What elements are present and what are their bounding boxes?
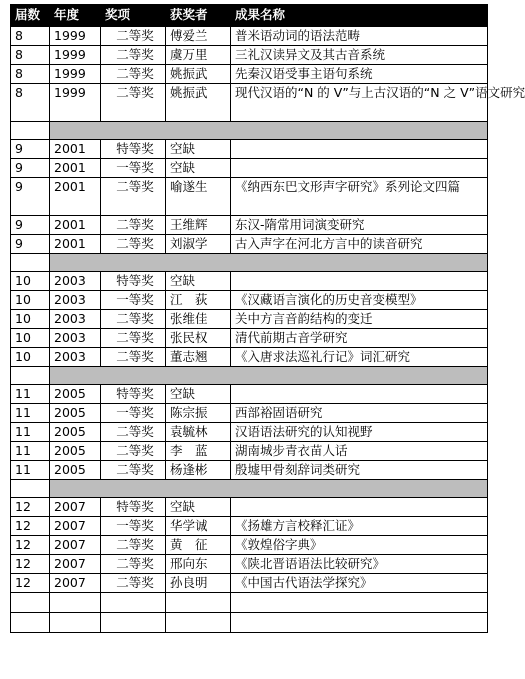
table-row <box>11 517 488 536</box>
cell-winner: 杨逢彬 <box>166 461 231 480</box>
empty-cell <box>231 593 488 613</box>
cell-award: 二等奖 <box>101 574 166 593</box>
cell-term: 10 <box>11 310 50 329</box>
cell-term: 8 <box>11 46 50 65</box>
cell-year: 2007 <box>50 555 101 574</box>
table-row <box>11 461 488 480</box>
table-row <box>11 310 488 329</box>
cell-year: 2005 <box>50 461 101 480</box>
cell-term: 8 <box>11 84 50 122</box>
table-row <box>11 574 488 593</box>
header-award: 奖项 <box>101 5 166 27</box>
empty-cell <box>101 613 166 633</box>
header-title: 成果名称 <box>231 5 488 27</box>
cell-term: 11 <box>11 423 50 442</box>
table-row <box>11 27 488 46</box>
cell-term: 12 <box>11 498 50 517</box>
cell-title: 古入声字在河北方言中的读音研究 <box>231 235 488 254</box>
cell-winner: 张民权 <box>166 329 231 348</box>
table-row <box>11 235 488 254</box>
empty-cell <box>50 613 101 633</box>
cell-year: 2001 <box>50 235 101 254</box>
empty-cell <box>50 593 101 613</box>
table-row <box>11 65 488 84</box>
cell-award: 二等奖 <box>101 310 166 329</box>
cell-title: 《陕北晋语语法比较研究》 <box>231 555 488 574</box>
cell-year: 2007 <box>50 517 101 536</box>
cell-title: 西部裕固语研究 <box>231 404 488 423</box>
cell-winner: 黄 征 <box>166 536 231 555</box>
table-row <box>11 423 488 442</box>
table-row <box>11 385 488 404</box>
cell-award: 二等奖 <box>101 27 166 46</box>
cell-award: 特等奖 <box>101 498 166 517</box>
empty-row <box>11 613 488 633</box>
cell-year: 2003 <box>50 310 101 329</box>
empty-row <box>11 593 488 613</box>
cell-winner: 空缺 <box>166 159 231 178</box>
table-row <box>11 291 488 310</box>
separator-blank-cell <box>11 122 50 140</box>
table-row <box>11 404 488 423</box>
cell-winner: 空缺 <box>166 140 231 159</box>
separator-bar <box>50 122 488 140</box>
cell-term: 11 <box>11 404 50 423</box>
cell-term: 10 <box>11 272 50 291</box>
table-row <box>11 84 488 122</box>
table-row <box>11 272 488 291</box>
cell-award: 二等奖 <box>101 442 166 461</box>
cell-term: 8 <box>11 27 50 46</box>
award-table <box>10 4 525 633</box>
cell-title: 现代汉语的“N 的 V”与上古汉语的“N 之 V”语文研究 <box>231 84 488 122</box>
cell-winner: 姚振武 <box>166 65 231 84</box>
cell-winner: 姚振武 <box>166 84 231 122</box>
table-row <box>11 498 488 517</box>
cell-winner: 邢向东 <box>166 555 231 574</box>
cell-title: 汉语语法研究的认知视野 <box>231 423 488 442</box>
cell-year: 2005 <box>50 385 101 404</box>
cell-term: 12 <box>11 517 50 536</box>
table-row <box>11 348 488 367</box>
cell-award: 二等奖 <box>101 235 166 254</box>
separator-row <box>11 254 488 272</box>
cell-term: 9 <box>11 140 50 159</box>
table-row <box>11 46 488 65</box>
cell-award: 二等奖 <box>101 65 166 84</box>
cell-term: 11 <box>11 442 50 461</box>
header-term: 届数 <box>11 5 50 27</box>
cell-year: 1999 <box>50 84 101 122</box>
separator-row <box>11 367 488 385</box>
cell-term: 11 <box>11 461 50 480</box>
cell-title: 关中方言音韵结构的变迁 <box>231 310 488 329</box>
cell-year: 1999 <box>50 65 101 84</box>
cell-title: 清代前期古音学研究 <box>231 329 488 348</box>
header-winner: 获奖者 <box>166 5 231 27</box>
cell-award: 一等奖 <box>101 404 166 423</box>
cell-term: 12 <box>11 536 50 555</box>
cell-award: 二等奖 <box>101 423 166 442</box>
cell-title <box>231 272 488 291</box>
cell-title: 先秦汉语受事主语句系统 <box>231 65 488 84</box>
cell-year: 2001 <box>50 140 101 159</box>
cell-year: 2005 <box>50 404 101 423</box>
table-row <box>11 329 488 348</box>
table-row <box>11 159 488 178</box>
empty-cell <box>166 613 231 633</box>
cell-award: 二等奖 <box>101 536 166 555</box>
cell-term: 12 <box>11 574 50 593</box>
cell-title <box>231 159 488 178</box>
cell-award: 二等奖 <box>101 329 166 348</box>
cell-title: 《敦煌俗字典》 <box>231 536 488 555</box>
cell-award: 一等奖 <box>101 291 166 310</box>
cell-term: 9 <box>11 235 50 254</box>
cell-winner: 张维佳 <box>166 310 231 329</box>
cell-winner: 王维辉 <box>166 216 231 235</box>
separator-bar <box>50 480 488 498</box>
cell-year: 2001 <box>50 216 101 235</box>
cell-year: 1999 <box>50 27 101 46</box>
cell-year: 2007 <box>50 574 101 593</box>
cell-year: 2005 <box>50 442 101 461</box>
cell-award: 二等奖 <box>101 555 166 574</box>
cell-title <box>231 140 488 159</box>
cell-year: 2003 <box>50 348 101 367</box>
cell-title: 《扬雄方言校释汇证》 <box>231 517 488 536</box>
cell-award: 二等奖 <box>101 348 166 367</box>
header-year: 年度 <box>50 5 101 27</box>
separator-blank-cell <box>11 254 50 272</box>
cell-term: 10 <box>11 291 50 310</box>
cell-title: 《纳西东巴文形声字研究》系列论文四篇 <box>231 178 488 216</box>
cell-award: 二等奖 <box>101 178 166 216</box>
cell-title <box>231 385 488 404</box>
cell-winner: 空缺 <box>166 385 231 404</box>
separator-blank-cell <box>11 480 50 498</box>
cell-award: 一等奖 <box>101 159 166 178</box>
cell-year: 2005 <box>50 423 101 442</box>
table-row <box>11 442 488 461</box>
separator-bar <box>50 367 488 385</box>
cell-winner: 喻遂生 <box>166 178 231 216</box>
cell-winner: 傅爱兰 <box>166 27 231 46</box>
cell-winner: 孙良明 <box>166 574 231 593</box>
cell-term: 9 <box>11 216 50 235</box>
cell-winner: 华学诚 <box>166 517 231 536</box>
empty-cell <box>11 613 50 633</box>
cell-year: 2001 <box>50 178 101 216</box>
cell-award: 二等奖 <box>101 84 166 122</box>
cell-title <box>231 498 488 517</box>
cell-award: 特等奖 <box>101 272 166 291</box>
separator-row <box>11 122 488 140</box>
cell-term: 8 <box>11 65 50 84</box>
cell-year: 2007 <box>50 498 101 517</box>
cell-winner: 江 荻 <box>166 291 231 310</box>
cell-winner: 虞万里 <box>166 46 231 65</box>
cell-title: 《入唐求法巡礼行记》词汇研究 <box>231 348 488 367</box>
cell-winner: 空缺 <box>166 498 231 517</box>
cell-title: 三礼汉读异文及其古音系统 <box>231 46 488 65</box>
cell-year: 2001 <box>50 159 101 178</box>
cell-winner: 李 蓝 <box>166 442 231 461</box>
cell-winner: 董志翘 <box>166 348 231 367</box>
table-row <box>11 555 488 574</box>
cell-year: 2003 <box>50 329 101 348</box>
cell-term: 11 <box>11 385 50 404</box>
empty-cell <box>101 593 166 613</box>
cell-title: 殷墟甲骨刻辞词类研究 <box>231 461 488 480</box>
cell-winner: 空缺 <box>166 272 231 291</box>
empty-cell <box>11 593 50 613</box>
cell-title: 《汉藏语言演化的历史音变模型》 <box>231 291 488 310</box>
table-row <box>11 178 488 216</box>
cell-title: 普米语动词的语法范畴 <box>231 27 488 46</box>
cell-title: 湖南城步青衣苗人话 <box>231 442 488 461</box>
table-row <box>11 216 488 235</box>
cell-award: 一等奖 <box>101 517 166 536</box>
separator-bar <box>50 254 488 272</box>
empty-cell <box>166 593 231 613</box>
cell-title: 《中国古代语法学探究》 <box>231 574 488 593</box>
separator-blank-cell <box>11 367 50 385</box>
cell-year: 2003 <box>50 272 101 291</box>
cell-winner: 袁毓林 <box>166 423 231 442</box>
cell-year: 2003 <box>50 291 101 310</box>
cell-term: 9 <box>11 159 50 178</box>
cell-award: 二等奖 <box>101 46 166 65</box>
cell-term: 9 <box>11 178 50 216</box>
cell-award: 特等奖 <box>101 385 166 404</box>
cell-winner: 刘淑学 <box>166 235 231 254</box>
cell-award: 二等奖 <box>101 461 166 480</box>
cell-term: 10 <box>11 329 50 348</box>
cell-title: 东汉-隋常用词演变研究 <box>231 216 488 235</box>
separator-row <box>11 480 488 498</box>
header-row <box>11 5 488 27</box>
table-row <box>11 140 488 159</box>
cell-award: 特等奖 <box>101 140 166 159</box>
cell-award: 二等奖 <box>101 216 166 235</box>
empty-cell <box>231 613 488 633</box>
table-row <box>11 536 488 555</box>
cell-term: 12 <box>11 555 50 574</box>
cell-year: 2007 <box>50 536 101 555</box>
cell-term: 10 <box>11 348 50 367</box>
cell-year: 1999 <box>50 46 101 65</box>
cell-winner: 陈宗振 <box>166 404 231 423</box>
